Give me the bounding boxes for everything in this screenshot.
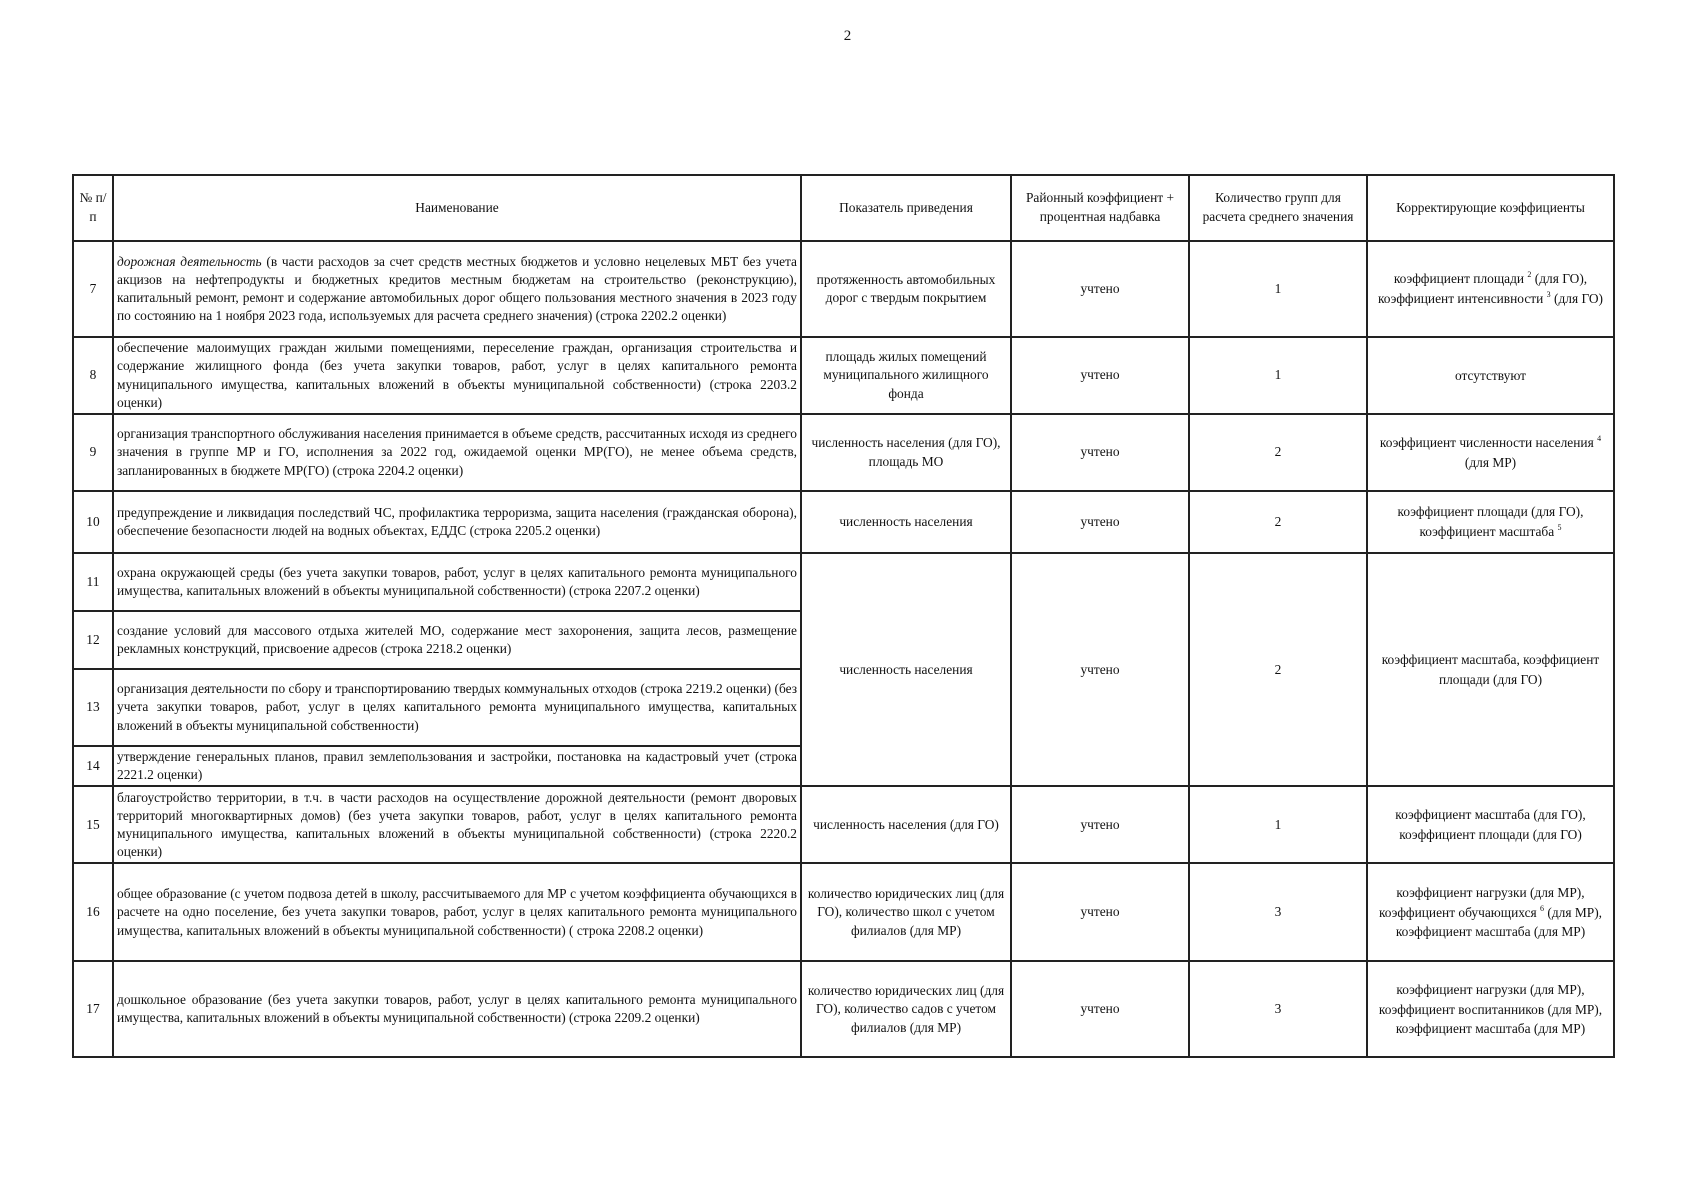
page-number: 2 <box>843 28 852 44</box>
merged-indicator: численность населения <box>801 553 1011 786</box>
row-groups: 2 <box>1189 491 1367 553</box>
footnote-ref: 2 <box>1527 270 1532 280</box>
row-num: 14 <box>73 746 113 786</box>
row-groups: 3 <box>1189 961 1367 1057</box>
header-num: № п/п <box>73 175 113 241</box>
footnote-ref: 5 <box>1557 523 1562 532</box>
table-row <box>73 491 1614 553</box>
row-regional: учтено <box>1011 337 1189 414</box>
row-indicator: численность населения (для ГО) <box>801 786 1011 863</box>
row-indicator: численность населения (для ГО), площадь МО <box>801 414 1011 491</box>
coef-text-a: коэффициент нагрузки (для МР), коэффициент обучающихся <box>1378 884 1585 920</box>
merged-coefficients: коэффициент масштаба, коэффициент площади (для ГО) <box>1367 553 1614 786</box>
row-num: 10 <box>73 491 113 553</box>
table-row <box>73 414 1614 491</box>
row-name: предупреждение и ликвидация последствий ЧС, профилактика терроризма, защита населения (гражданская оборона), обеспечение безопасности людей на водных объектах, ЕДДС (строка 2205.2 оценки) <box>113 491 801 553</box>
coefficients-table <box>72 174 1615 1058</box>
row-name: охрана окружающей среды (без учета закупки товаров, работ, услуг в целях капитального ремонта муниципального имущества, капитальных вложений в объекты муниципальной собственности) (строка 2207.2 оценки) <box>113 553 801 611</box>
table-header-row <box>73 175 1614 241</box>
row-coefficients <box>1367 491 1614 553</box>
row-indicator: количество юридических лиц (для ГО), количество садов с учетом филиалов (для МР) <box>801 961 1011 1057</box>
row-num: 16 <box>73 863 113 961</box>
footnote-ref: 3 <box>1546 290 1551 299</box>
coef-text-b: (для ГО), коэффициент интенсивности <box>1377 271 1588 306</box>
table-row <box>73 961 1614 1057</box>
row-regional: учтено <box>1011 863 1189 961</box>
table-row <box>73 863 1614 961</box>
header-groups: Количество групп для расчета среднего значения <box>1189 175 1367 241</box>
row-name: общее образование (с учетом подвоза детей в школу, рассчитываемого для МР с учетом коэффициента обучающихся в расчете на одно поселение, без учета закупки товаров, работ, услуг в целях капитального ремонта муниципального имущества, капитальных вложений в объекты муниципальной собственности) ( строка 2208.2 оценки) <box>113 863 801 961</box>
footnote-ref: 4 <box>1597 433 1602 443</box>
merged-groups: 2 <box>1189 553 1367 786</box>
row-regional: учтено <box>1011 241 1189 337</box>
row-indicator: площадь жилых помещений муниципального жилищного фонда <box>801 337 1011 414</box>
row-groups: 3 <box>1189 863 1367 961</box>
row-coefficients <box>1367 241 1614 337</box>
coef-text-b: (для МР), коэффициент масштаба (для МР) <box>1395 904 1603 940</box>
row-name <box>113 241 801 337</box>
row-name: организация транспортного обслуживания населения принимается в объеме средств, рассчитанных исходя из среднего значения в группе МР и ГО, исполнения за 2022 год, ожидаемой оценки МР(ГО), не менее объема средств, запланированных в бюджете МР(ГО) (строка 2204.2 оценки) <box>113 414 801 491</box>
table-row <box>73 337 1614 414</box>
row-num: 15 <box>73 786 113 863</box>
row-coefficients: коэффициент нагрузки (для МР), коэффициент воспитанников (для МР), коэффициент масштаба (для МР) <box>1367 961 1614 1057</box>
row-groups: 1 <box>1189 337 1367 414</box>
coef-text-c: (для ГО) <box>1554 291 1604 306</box>
row-groups: 1 <box>1189 241 1367 337</box>
row-coefficients <box>1367 863 1614 961</box>
row-num: 11 <box>73 553 113 611</box>
row-name: дошкольное образование (без учета закупки товаров, работ, услуг в целях капитального ремонта муниципального имущества, капитальных вложений в объекты муниципальной собственности) (строка 2209.2 оценки) <box>113 961 801 1057</box>
row-regional: учтено <box>1011 491 1189 553</box>
table-row <box>73 786 1614 863</box>
row-num: 12 <box>73 611 113 669</box>
row-num: 8 <box>73 337 113 414</box>
coef-text-a: коэффициент площади <box>1393 271 1525 287</box>
row-name-rest: (в части расходов за счет средств местных бюджетов и условно нецелевых МБТ без учета акцизов на нефтепродукты и бюджетных кредитов местным бюджетам на строительство (реконструкцию), капитальный ремонт, ремонт и содержание автомобильных дорог общего пользования местного значения в 2023 году по состоянию на 1 ноября 2023 года, используемых для расчета среднего значения) (строка 2202.2 оценки) <box>117 253 797 324</box>
coef-text-b: (для МР) <box>1464 454 1517 470</box>
row-indicator: количество юридических лиц (для ГО), количество школ с учетом филиалов (для МР) <box>801 863 1011 961</box>
row-name: обеспечение малоимущих граждан жилыми помещениями, переселение граждан, организация строительства и содержание жилищного фонда (без учета закупки товаров, работ, услуг в целях капитального ремонта муниципального имущества, капитальных вложений в объекты муниципальной собственности) (строка 2203.2 оценки) <box>113 337 801 414</box>
header-name: Наименование <box>113 175 801 241</box>
row-num: 7 <box>73 241 113 337</box>
row-name: организация деятельности по сбору и транспортированию твердых коммунальных отходов (строка 2219.2 оценки) (без учета закупки товаров, работ, услуг в целях капитального ремонта муниципального имущества, капитальных вложений в объекты муниципальной собственности) <box>113 669 801 746</box>
row-name-prefix: дорожная деятельность <box>117 253 262 269</box>
coef-text-a: коэффициент площади (для ГО), коэффициент масштаба <box>1397 504 1584 539</box>
row-num: 17 <box>73 961 113 1057</box>
row-regional: учтено <box>1011 786 1189 863</box>
row-coefficients <box>1367 414 1614 491</box>
row-num: 9 <box>73 414 113 491</box>
row-indicator: протяженность автомобильных дорог с твердым покрытием <box>801 241 1011 337</box>
row-name: создание условий для массового отдыха жителей МО, содержание мест захоронения, защита лесов, размещение рекламных конструкций, присвоение адресов (строка 2218.2 оценки) <box>113 611 801 669</box>
header-indicator: Показатель приведения <box>801 175 1011 241</box>
row-name: благоустройство территории, в т.ч. в части расходов на осуществление дорожной деятельности (ремонт дворовых территорий многоквартирных домов) (без учета закупки товаров, работ, услуг в целях капитального ремонта муниципального имущества, капитальных вложений в объекты муниципальной собственности) (строка 2220.2 оценки) <box>113 786 801 863</box>
row-num: 13 <box>73 669 113 746</box>
row-regional: учтено <box>1011 414 1189 491</box>
footnote-ref: 6 <box>1540 903 1545 913</box>
coef-text-a: коэффициент численности населения <box>1379 434 1594 450</box>
row-groups: 2 <box>1189 414 1367 491</box>
table-row <box>73 241 1614 337</box>
row-regional: учтено <box>1011 961 1189 1057</box>
row-name: утверждение генеральных планов, правил землепользования и застройки, постановка на кадастровый учет (строка 2221.2 оценки) <box>113 746 801 786</box>
row-coefficients: отсутствуют <box>1367 337 1614 414</box>
table-row <box>73 553 1614 611</box>
header-regional: Районный коэффициент + процентная надбавка <box>1011 175 1189 241</box>
merged-regional: учтено <box>1011 553 1189 786</box>
row-indicator: численность населения <box>801 491 1011 553</box>
row-coefficients: коэффициент масштаба (для ГО), коэффициент площади (для ГО) <box>1367 786 1614 863</box>
row-groups: 1 <box>1189 786 1367 863</box>
header-coefficients: Корректирующие коэффициенты <box>1367 175 1614 241</box>
